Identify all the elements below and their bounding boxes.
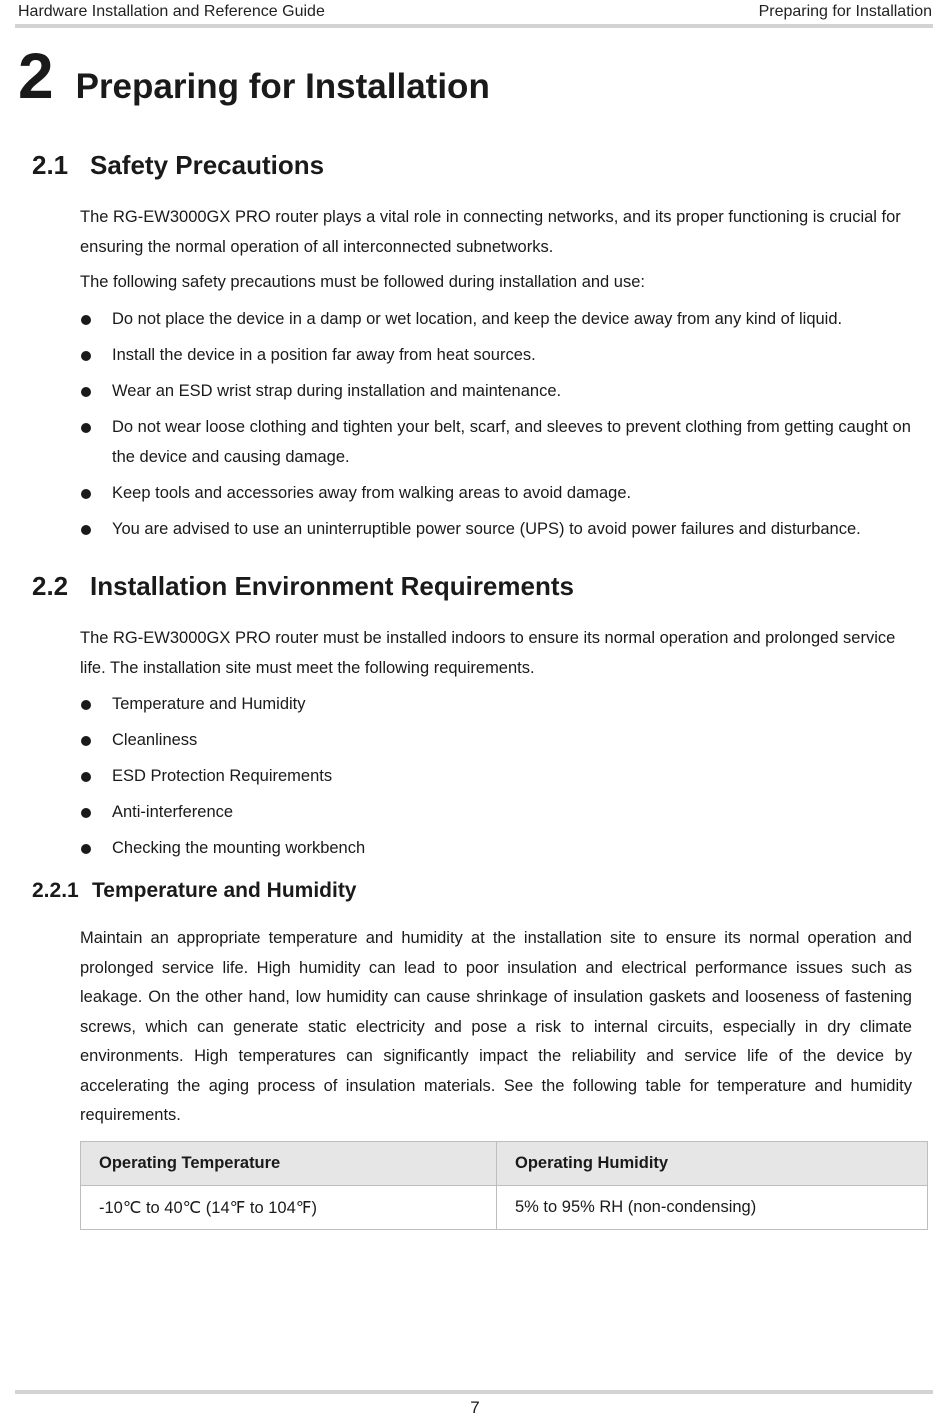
list-item-text: Do not place the device in a damp or wet location, and keep the device away from any kind of liquid. <box>112 310 843 328</box>
list-item-text: ESD Protection Requirements <box>112 767 333 785</box>
bullet-icon <box>81 772 91 782</box>
table-header-row <box>81 1142 928 1186</box>
list-item-text: You are advised to use an uninterruptible power source (UPS) to avoid power failures and disturbance. <box>112 519 861 538</box>
running-header <box>18 3 932 21</box>
list-item-text: Temperature and Humidity <box>112 695 306 713</box>
bullet-icon <box>81 808 91 818</box>
list-item-text: Keep tools and accessories away from walking areas to avoid damage. <box>112 483 632 502</box>
subsection-heading-2-2-1 <box>32 879 357 903</box>
header-document-title: Hardware Installation and Reference Guide <box>18 3 325 20</box>
paragraph-temperature-humidity: Maintain an appropriate temperature and humidity at the installation site to ensure its normal operation and prolonged service life. High humidity can lead to poor insulation and electrical performance issues such as leakage. On the other hand, low humidity can cause shrinkage of insulation gaskets and looseness of fastening screws, which can generate static electricity and pose a risk to internal circuits, especially in dry climate environments. High temperatures can significantly impact the reliability and service life of the device by accelerating the aging process of insulation materials. See the following table for temperature and humidity requirements. <box>80 929 912 1124</box>
bullet-icon <box>81 315 91 325</box>
list-item <box>80 413 925 472</box>
page-number: 7 <box>470 1398 480 1417</box>
column-header-temperature: Operating Temperature <box>81 1142 497 1186</box>
list-item <box>80 341 925 371</box>
list-item-text: Cleanliness <box>112 731 198 749</box>
list-item <box>80 834 925 864</box>
bullet-icon <box>81 700 91 710</box>
paragraph-router-role: The RG-EW3000GX PRO router plays a vital role in connecting networks, and its proper functioning is crucial for ensuring the normal operation of all interconnected subnetworks. <box>80 208 901 256</box>
list-item <box>80 377 925 407</box>
paragraph-safety-intro: The following safety precautions must be followed during installation and use: <box>80 273 645 291</box>
column-header-humidity: Operating Humidity <box>497 1142 928 1186</box>
table-row <box>81 1186 928 1230</box>
bullet-icon <box>81 423 91 433</box>
section-title: Safety Precautions <box>90 150 325 180</box>
chapter-title: Preparing for Installation <box>75 67 490 106</box>
subsection-title: Temperature and Humidity <box>92 879 357 902</box>
temperature-humidity-table <box>80 1141 928 1230</box>
list-item <box>80 726 925 756</box>
list-item <box>80 690 925 720</box>
section-title: Installation Environment Requirements <box>90 571 574 601</box>
list-item <box>80 515 925 545</box>
bullet-icon <box>81 489 91 499</box>
list-item-text: Wear an ESD wrist strap during installation and maintenance. <box>112 382 562 400</box>
section-heading-2-2 <box>32 571 574 602</box>
list-item-text: Checking the mounting workbench <box>112 839 366 857</box>
list-item <box>80 479 925 509</box>
paragraph-installation-indoors: The RG-EW3000GX PRO router must be installed indoors to ensure its normal operation and prolonged service life. The installation site must meet the following requirements. <box>80 629 896 677</box>
bullet-icon <box>81 525 91 535</box>
header-divider <box>15 24 933 28</box>
footer-divider <box>15 1390 933 1394</box>
bullet-icon <box>81 351 91 361</box>
list-item-text: Do not wear loose clothing and tighten your belt, scarf, and sleeves to prevent clothing from getting caught on the device and causing damage. <box>112 418 911 466</box>
list-item <box>80 305 925 335</box>
bullet-icon <box>81 387 91 397</box>
bullet-icon <box>81 736 91 746</box>
chapter-heading <box>18 40 490 112</box>
environment-requirements-list <box>80 690 925 870</box>
table-cell-temperature: -10℃ to 40℃ (14℉ to 104℉) <box>81 1186 497 1230</box>
list-item <box>80 762 925 792</box>
section-number: 2.1 <box>32 150 69 180</box>
list-item-text: Install the device in a position far away from heat sources. <box>112 346 536 364</box>
bullet-icon <box>81 844 91 854</box>
header-chapter-title: Preparing for Installation <box>758 3 932 20</box>
list-item-text: Anti-interference <box>112 803 234 821</box>
chapter-number: 2 <box>18 40 54 112</box>
safety-precautions-list <box>80 305 925 551</box>
section-number: 2.2 <box>32 571 69 601</box>
subsection-number: 2.2.1 <box>32 879 79 902</box>
list-item <box>80 798 925 828</box>
section-heading-2-1 <box>32 150 324 181</box>
table-cell-humidity: 5% to 95% RH (non-condensing) <box>497 1186 928 1230</box>
